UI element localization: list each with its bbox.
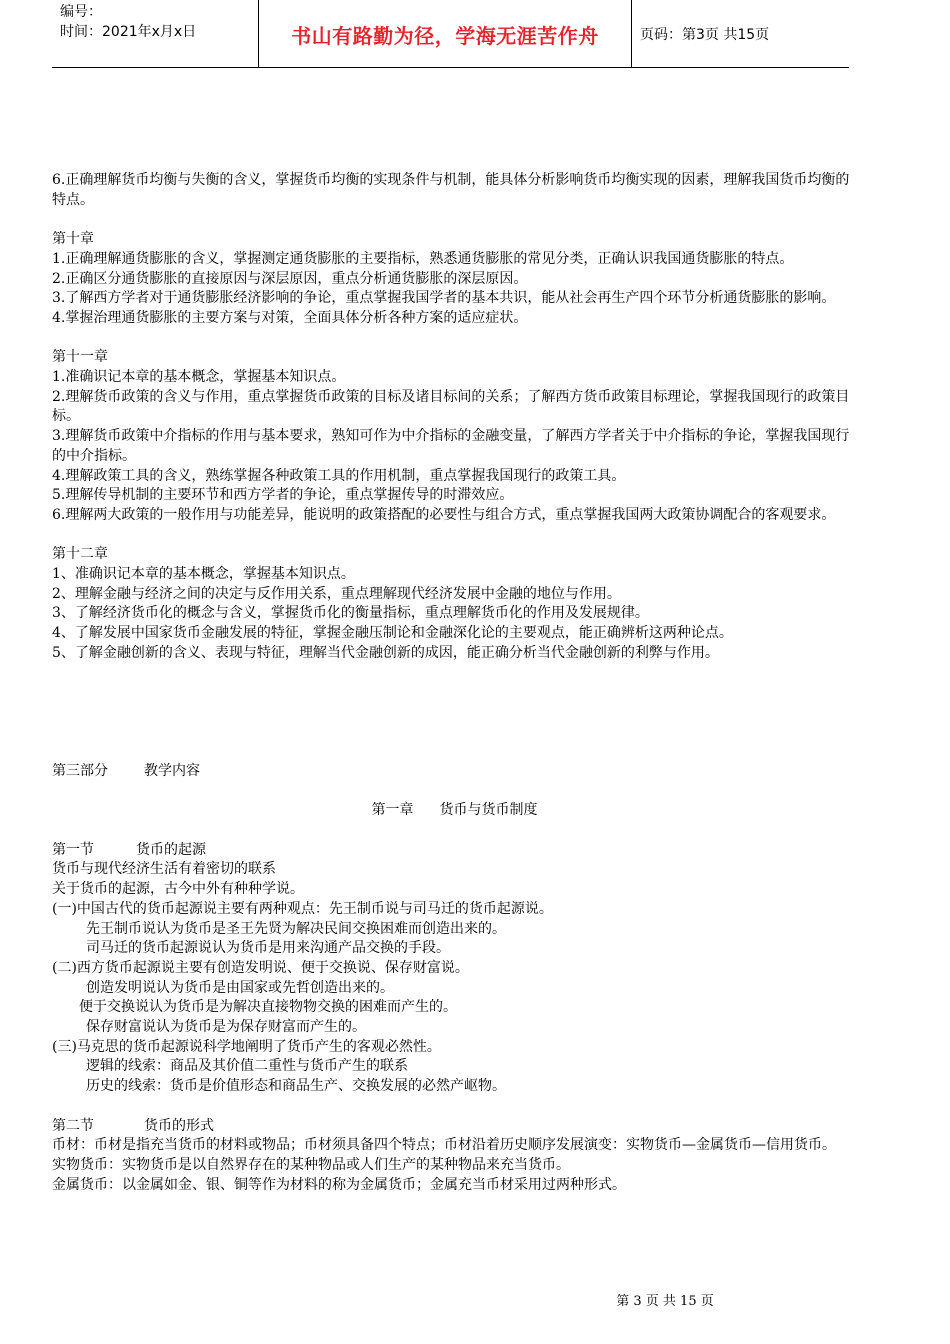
paragraph: 保存财富说认为货币是为保存财富而产生的。 xyxy=(86,1019,366,1036)
paragraph: (三)马克思的货币起源说科学地阐明了货币产生的客观必然性。 xyxy=(52,1038,441,1055)
part-number: 第三部分 xyxy=(52,762,108,779)
paragraph: 创造发明说认为货币是由国家或先哲创造出来的。 xyxy=(86,979,394,996)
page-header xyxy=(52,0,849,68)
section-number: 第一节 xyxy=(52,841,94,858)
chapter-name: 货币与货币制度 xyxy=(439,802,538,819)
chapter-heading: 第十一章 xyxy=(52,349,108,366)
paragraph: 关于货币的起源，古今中外有种种学说。 xyxy=(52,881,304,898)
list-item: 4.掌握治理通货膨胀的主要方案与对策，全面具体分析各种方案的适应症状。 xyxy=(52,309,528,326)
list-item: 5.理解传导机制的主要环节和西方学者的争论，重点掌握传导的时滞效应。 xyxy=(52,487,514,504)
chapter-number: 第一章 xyxy=(371,802,414,819)
paragraph: 逻辑的线索：商品及其价值二重性与货币产生的联系 xyxy=(86,1058,408,1075)
paragraph: 6.正确理解货币均衡与失衡的含义，掌握货币均衡的实现条件与机制，能具体分析影响货币均衡实现的因素，理解我国货币均衡的特点。 xyxy=(52,172,850,208)
paragraph: 货币与现代经济生活有着密切的联系 xyxy=(52,861,276,878)
chapter-heading: 第十章 xyxy=(52,231,94,248)
paragraph: 实物货币：实物货币是以自然界存在的某种物品或人们生产的某种物品来充当货币。 xyxy=(52,1156,570,1173)
list-item: 3、了解经济货币化的概念与含义，掌握货币化的衡量指标，重点理解货币化的作用及发展规律。 xyxy=(52,605,649,622)
list-item: 1、准确识记本章的基本概念，掌握基本知识点。 xyxy=(52,566,355,583)
header-bottom-rule xyxy=(52,67,849,68)
paragraph: 便于交换说认为货币是为解决直接物物交换的困难而产生的。 xyxy=(79,999,457,1016)
document-body xyxy=(52,171,857,1195)
list-item: 3.理解货币政策中介指标的作用与基本要求，熟知可作为中介指标的金融变量，了解西方学者关于中介指标的争论，掌握我国现行的中介指标。 xyxy=(52,428,850,464)
chapter-title xyxy=(52,801,857,821)
list-item: 1.准确识记本章的基本概念，掌握基本知识点。 xyxy=(52,369,346,385)
list-item: 2.正确区分通货膨胀的直接原因与深层原因，重点分析通货膨胀的深层原因。 xyxy=(52,270,528,287)
list-item: 2.理解货币政策的含义与作用，重点掌握货币政策的目标及诸目标间的关系；了解西方货币政策目标理论，掌握我国现行的政策目标。 xyxy=(52,388,850,425)
paragraph: 先王制币说认为货币是圣王先贤为解决民间交换困难而创造出来的。 xyxy=(86,920,506,937)
header-divider-right xyxy=(631,0,632,68)
header-number-label: 编号： xyxy=(60,4,102,20)
section-heading xyxy=(52,841,857,861)
part-heading xyxy=(52,762,857,782)
header-page-label: 页码：第3页 共15页 xyxy=(640,27,770,43)
list-item: 5、了解金融创新的含义、表现与特征，理解当代金融创新的成因，能正确分析当代金融创新的利弊与作用。 xyxy=(52,644,719,661)
header-motto: 书山有路勤为径，学海无涯苦作舟 xyxy=(291,24,599,48)
list-item: 1.正确理解通货膨胀的含义，掌握测定通货膨胀的主要指标，熟悉通货膨胀的常见分类，正确认识我国通货膨胀的特点。 xyxy=(52,250,794,267)
list-item: 4、了解发展中国家货币金融发展的特征，掌握金融压制论和金融深化论的主要观点，能正确辨析这两种论点。 xyxy=(52,625,733,642)
section-title: 货币的形式 xyxy=(144,1117,214,1134)
paragraph: 金属货币：以金属如金、银、铜等作为材料的称为金属货币；金属充当币材采用过两种形式。 xyxy=(52,1176,626,1193)
paragraph: 历史的线索：货币是价值形态和商品生产、交换发展的必然产岖物。 xyxy=(86,1078,506,1095)
section-number: 第二节 xyxy=(52,1117,94,1134)
paragraph: (二)西方货币起源说主要有创造发明说、便于交换说、保存财富说。 xyxy=(52,959,469,976)
list-item: 6.理解两大政策的一般作用与功能差异，能说明的政策搭配的必要性与组合方式，重点掌握我国两大政策协调配合的客观要求。 xyxy=(52,506,836,523)
header-left-block xyxy=(60,2,196,42)
paragraph: (一)中国古代的货币起源说主要有两种观点：先王制币说与司马迁的货币起源说。 xyxy=(52,900,553,917)
page-footer: 第 3 页 共 15 页 xyxy=(616,1294,714,1309)
section-title: 货币的起源 xyxy=(136,841,206,858)
list-item: 2、理解金融与经济之间的决定与反作用关系，重点理解现代经济发展中金融的地位与作用。 xyxy=(52,585,621,602)
chapter-heading: 第十二章 xyxy=(52,546,108,563)
paragraph: 币材：币材是指充当货币的材料或物品；币材须具备四个特点；币材沿着历史顺序发展演变：实物货币—金属货币—信用货币。 xyxy=(52,1137,836,1154)
header-date-label: 时间：2021年x月x日 xyxy=(60,24,197,40)
paragraph: 司马迁的货币起源说认为货币是用来沟通产品交换的手段。 xyxy=(86,940,450,957)
part-title: 教学内容 xyxy=(144,762,200,779)
section-heading xyxy=(52,1117,857,1137)
list-item: 4.理解政策工具的含义，熟练掌握各种政策工具的作用机制，重点掌握我国现行的政策工具。 xyxy=(52,467,626,484)
list-item: 3.了解西方学者对于通货膨胀经济影响的争论，重点掌握我国学者的基本共识，能从社会再生产四个环节分析通货膨胀的影响。 xyxy=(52,290,836,307)
